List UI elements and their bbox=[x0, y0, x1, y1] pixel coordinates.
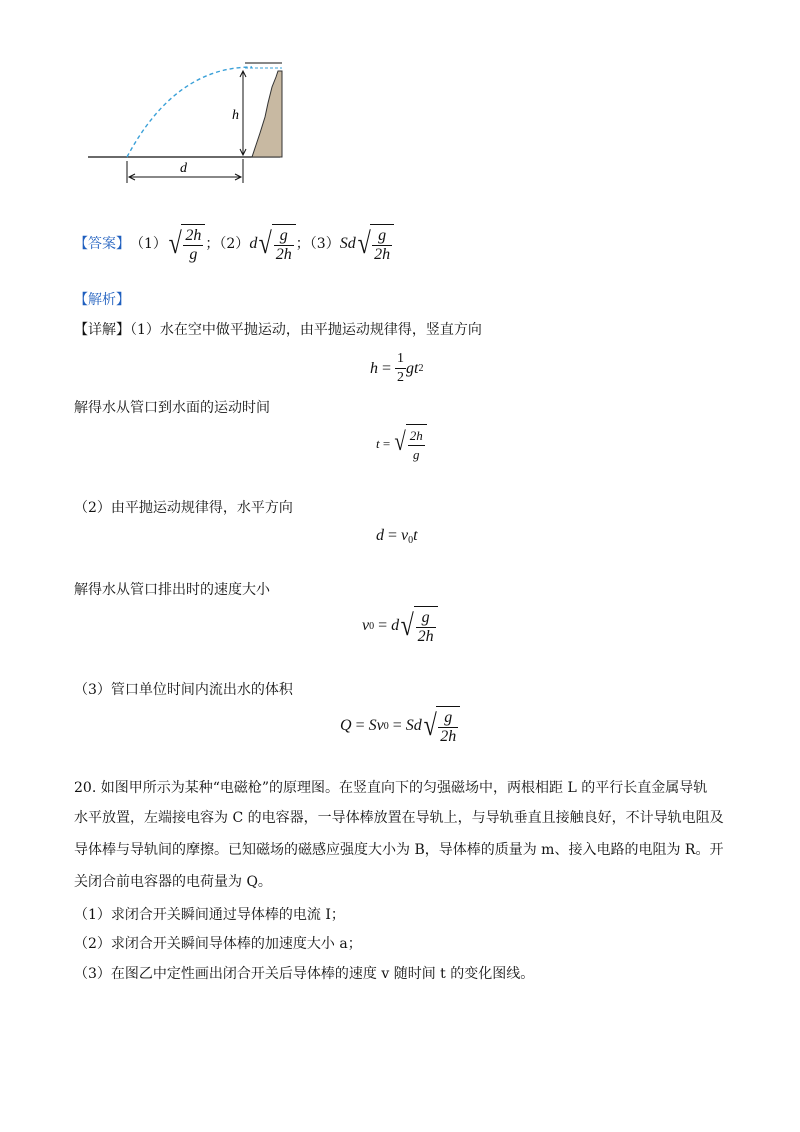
answer-2: √ $\frac{g}{2h}$ bbox=[257, 224, 295, 264]
q20-line1: 20. 如图甲所示为某种“电磁枪”的原理图。在竖直向下的匀强磁场中，两根相距 L 的平行长直金属导轨 bbox=[74, 780, 708, 796]
equation-speed: v 0 = d √ $\frac{g}{2h}$ bbox=[362, 606, 438, 646]
answer-1: √ $\frac{2h}{g}$ bbox=[167, 224, 205, 264]
part3-text: （3）管口单位时间内流出水的体积 bbox=[74, 682, 293, 698]
solve-time-text: 解得水从管口到水面的运动时间 bbox=[74, 400, 270, 416]
projectile-figure bbox=[80, 55, 300, 190]
q20-sub1: （1）求闭合开关瞬间通过导体棒的电流 I； bbox=[74, 907, 345, 923]
detail-tag: 【详解】 bbox=[74, 322, 130, 338]
q20-sub3: （3）在图乙中定性画出闭合开关后导体棒的速度 v 随时间 t 的变化图线。 bbox=[74, 966, 535, 982]
detail-intro: 【详解】（1）水在空中做平抛运动，由平抛运动规律得，竖直方向 bbox=[74, 322, 482, 338]
distance-label: d bbox=[180, 161, 187, 176]
equation-volume: Q = S v 0 = Sd √ $\frac{g}{2h}$ bbox=[340, 706, 460, 746]
q20-line4: 关闭合前电容器的电荷量为 Q。 bbox=[74, 874, 272, 890]
analysis-tag: 【解析】 bbox=[74, 292, 130, 308]
q20-sub2: （2）求闭合开关瞬间导体棒的加速度大小 a； bbox=[74, 936, 362, 952]
cliff-shape bbox=[252, 71, 282, 157]
height-label: h bbox=[232, 108, 239, 123]
q20-line3: 导体棒与导轨间的摩擦。已知磁场的磁感应强度大小为 B，导体棒的质量为 m、接入电路的电阻为 R。开 bbox=[74, 842, 724, 858]
solve-speed-text: 解得水从管口排出时的速度大小 bbox=[74, 582, 270, 598]
equation-horizontal: $d = v_0t$ bbox=[376, 527, 418, 546]
answer-3: √ $\frac{g}{2h}$ bbox=[356, 224, 394, 264]
q20-line2: 水平放置，左端接电容为 C 的电容器，一导体棒放置在导轨上，与导轨垂直且接触良好，不计导轨电阻及 bbox=[74, 810, 724, 826]
equation-vertical: h = $\frac{1}{2}$ gt 2 bbox=[370, 351, 424, 385]
part2-text: （2）由平抛运动规律得，水平方向 bbox=[74, 500, 293, 516]
answer-tag: 【答案】 bbox=[74, 236, 130, 252]
equation-time: t = √ $\frac{2h}{g}$ bbox=[376, 424, 427, 464]
answer-line: 【答案】 （1） √ $\frac{2h}{g}$ ；（2） d √ $\frac{g}{2h}$ ；（3） S d √ $\frac{g}{2h}$ bbox=[74, 222, 394, 266]
